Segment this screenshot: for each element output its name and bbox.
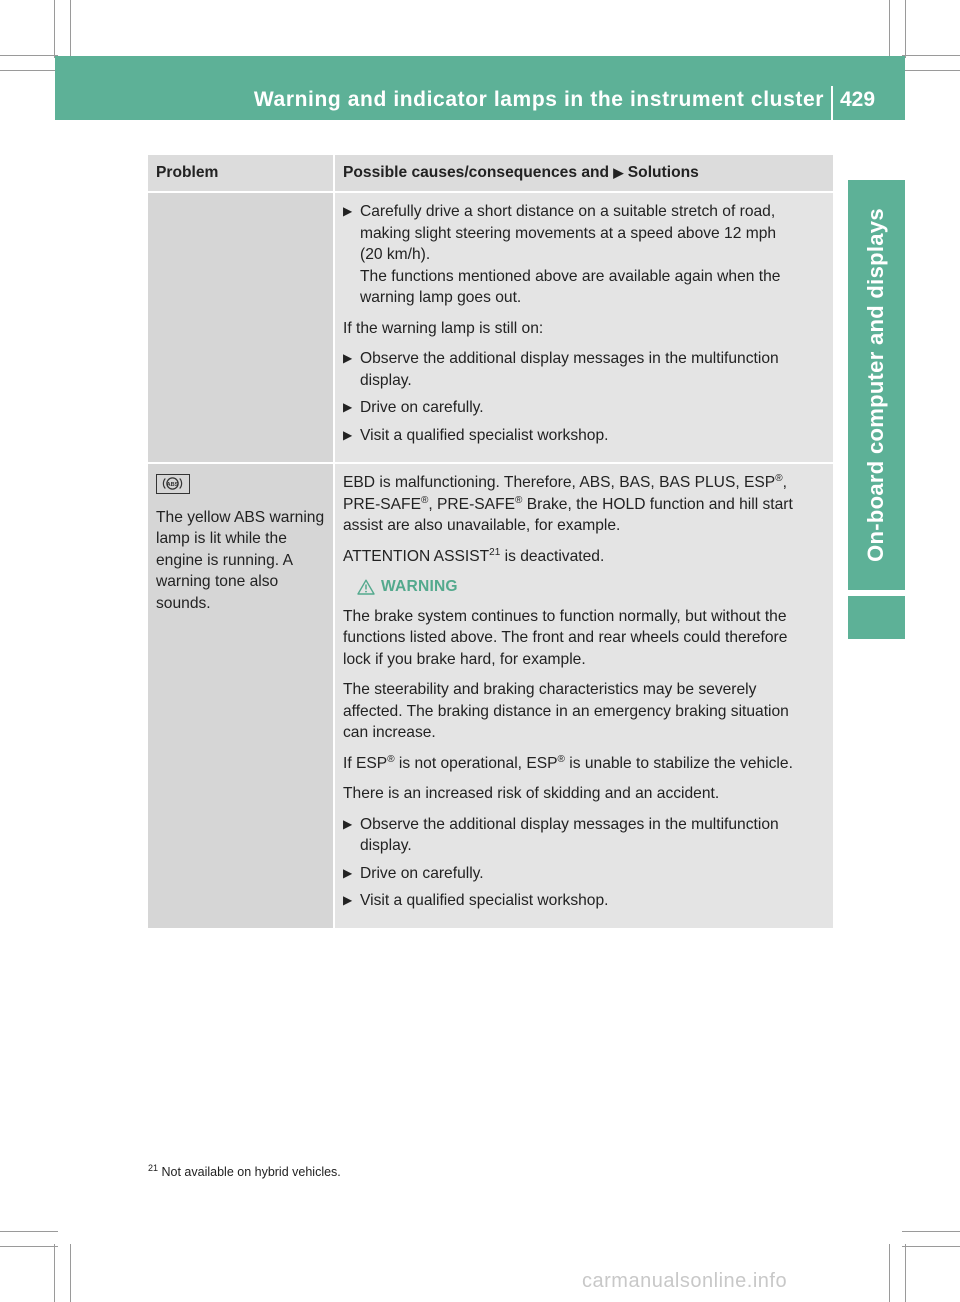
step-text: display.	[360, 371, 412, 389]
crop-mark	[0, 1231, 58, 1232]
attention-paragraph	[343, 546, 825, 568]
step-item	[343, 890, 825, 912]
problem-text: The yellow ABS warning	[156, 508, 325, 526]
table-header-row	[148, 155, 833, 193]
step-text: Drive on carefully.	[360, 864, 484, 882]
warning-text-brake	[343, 606, 825, 671]
chapter-marker-block	[848, 596, 905, 639]
warning-text: functions listed above. The front and rear wheels could therefore	[343, 629, 788, 646]
crop-mark	[0, 1246, 58, 1247]
step-text: Observe the additional display messages in the multifunction	[360, 815, 779, 833]
watermark: carmanualsonline.info	[582, 1270, 788, 1292]
step-item	[343, 348, 825, 391]
solution-arrow-icon: ▶	[613, 165, 624, 181]
step-text: Visit a qualified specialist workshop.	[360, 426, 609, 444]
footnote-text: Not available on hybrid vehicles.	[161, 1165, 341, 1179]
step-text: Observe the additional display messages in the multifunction	[360, 350, 779, 367]
step-text: making slight steering movements at a speed above 12 mph	[360, 224, 777, 242]
registered-mark: ®	[515, 494, 523, 506]
warning-text: is not operational, ESP	[394, 754, 558, 772]
warning-text: lock if you brake hard, for example.	[343, 650, 586, 668]
problem-solution-table	[148, 155, 833, 928]
warning-text: The brake system continues to function normally, but without the	[343, 607, 787, 625]
svg-text:ABS: ABS	[166, 481, 179, 488]
registered-mark: ®	[557, 753, 565, 765]
attention-text: is deactivated.	[500, 547, 605, 565]
crop-mark	[70, 1244, 71, 1302]
step-arrow-icon: ▶	[343, 400, 353, 414]
step-item	[343, 201, 825, 309]
crop-mark	[902, 1246, 960, 1247]
page-header-title: Warning and indicator lamps in the instrument cluster	[253, 88, 824, 111]
step-arrow-icon: ▶	[343, 204, 353, 218]
attention-text: ATTENTION ASSIST	[343, 547, 490, 565]
page-number: 429	[840, 88, 876, 111]
crop-mark	[902, 55, 960, 56]
ebd-text: assist are also unavailable, for example.	[343, 517, 621, 534]
warning-text-risk: There is an increased risk of skidding and an accident.	[343, 785, 720, 802]
ebd-paragraph	[343, 472, 825, 537]
step-text: warning lamp goes out.	[360, 289, 522, 306]
ebd-text: ,	[782, 474, 787, 491]
warning-text: affected. The braking distance in an emergency braking situation	[343, 702, 789, 720]
registered-mark: ®	[387, 753, 395, 765]
step-item	[343, 397, 825, 419]
crop-mark	[905, 0, 906, 58]
step-text: Drive on carefully.	[360, 399, 484, 416]
table-row	[148, 464, 833, 928]
step-text: Visit a qualified specialist workshop.	[360, 892, 609, 909]
ebd-text: PRE-SAFE	[343, 495, 421, 513]
footnote-ref[interactable]: 21	[489, 546, 501, 558]
ebd-text: Brake, the HOLD function and hill start	[522, 495, 793, 513]
step-item	[343, 863, 825, 885]
problem-description	[156, 507, 329, 615]
registered-mark: ®	[775, 473, 783, 484]
column-header-problem: Problem	[148, 155, 335, 193]
warning-text: The steerability and braking characteristics may be severely	[343, 681, 757, 698]
warning-text-steer	[343, 679, 825, 744]
footnote-number: 21	[148, 1163, 159, 1173]
problem-text: lamp is lit while the	[156, 530, 287, 547]
chapter-side-label: On-board computer and displays	[863, 208, 888, 562]
crop-mark	[54, 0, 55, 58]
ebd-text: , PRE-SAFE	[428, 495, 516, 513]
crop-mark	[54, 1244, 55, 1302]
warning-label: WARNING	[381, 578, 458, 595]
crop-mark	[902, 70, 960, 71]
table-row	[148, 193, 833, 464]
step-item	[343, 814, 825, 857]
problem-text: engine is running. A	[156, 551, 293, 569]
registered-mark: ®	[420, 494, 429, 506]
abs-warning-lamp-icon	[156, 474, 190, 494]
warning-heading	[343, 576, 825, 598]
solution-cell	[335, 193, 833, 464]
column-header-solutions	[335, 155, 833, 193]
step-item	[343, 425, 825, 447]
crop-mark	[905, 1244, 906, 1302]
crop-mark	[902, 1231, 960, 1232]
crop-mark	[0, 55, 58, 56]
ebd-text: EBD is malfunctioning. Therefore, ABS, BAS, BAS PLUS, ESP	[343, 474, 776, 491]
step-arrow-icon: ▶	[343, 816, 353, 831]
header-causes-label: Possible causes/consequences and	[343, 164, 610, 182]
step-text: Carefully drive a short distance on a suitable stretch of road,	[360, 203, 776, 220]
solution-cell	[335, 464, 833, 928]
crop-mark	[0, 70, 58, 71]
header-divider	[831, 86, 833, 120]
step-arrow-icon: ▶	[343, 865, 353, 880]
problem-cell	[148, 464, 335, 928]
warning-text: If ESP	[343, 754, 388, 772]
problem-cell-empty	[148, 193, 335, 464]
still-on-text: If the warning lamp is still on:	[343, 319, 544, 337]
warning-text-esp	[343, 753, 825, 775]
crop-mark	[70, 0, 71, 58]
step-text: display.	[360, 837, 412, 854]
warning-text: can increase.	[343, 724, 436, 741]
step-arrow-icon: ▶	[343, 351, 353, 365]
warning-text: is unable to stabilize the vehicle.	[564, 754, 793, 772]
crop-mark	[889, 0, 890, 58]
header-solutions-label: Solutions	[627, 164, 699, 182]
warning-triangle-icon	[357, 579, 375, 595]
problem-text: sounds.	[156, 594, 211, 612]
step-text: The functions mentioned above are available again when the	[360, 267, 781, 285]
footnote	[148, 1165, 341, 1179]
step-arrow-icon: ▶	[343, 893, 353, 907]
crop-mark	[889, 1244, 890, 1302]
problem-text: warning tone also	[156, 573, 279, 590]
step-arrow-icon: ▶	[343, 427, 353, 442]
step-text: (20 km/h).	[360, 246, 431, 263]
